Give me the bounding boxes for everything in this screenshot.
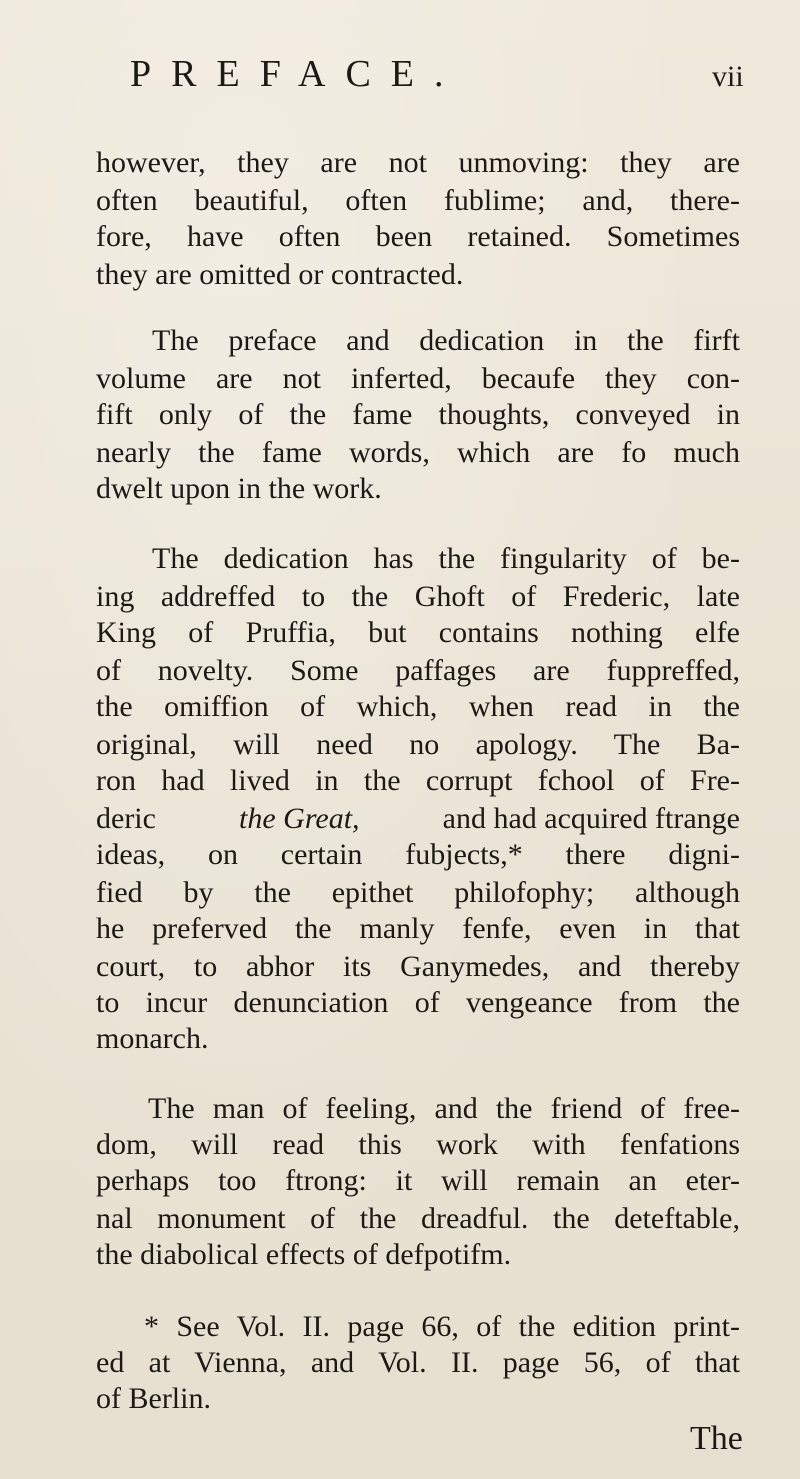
text-line: they are omitted or contracted.	[96, 258, 464, 291]
text-line: ron had lived in the corrupt fchool of Fre-	[96, 764, 740, 797]
text-line: monarch.	[96, 1022, 209, 1055]
running-header: PREFACE.	[130, 53, 464, 95]
text-line: dwelt upon in the work.	[96, 472, 382, 505]
text-segment: and had acquired ftrange	[442, 802, 740, 835]
text-line: fift only of the fame thoughts, conveyed in	[96, 398, 740, 431]
italic-segment: the Great,	[239, 802, 360, 835]
text-segment: deric	[96, 802, 156, 835]
text-line: often beautiful, often fublime; and, there-	[96, 184, 740, 217]
footnote-line: of Berlin.	[96, 1382, 211, 1415]
text-line: ing addreffed to the Ghoft of Frederic, late	[96, 580, 740, 613]
text-line-with-italic	[96, 802, 740, 836]
footnote-line: ed at Vienna, and Vol. II. page 56, of that	[96, 1346, 740, 1379]
text-line: of novelty. Some paffages are fuppreffed,	[96, 654, 740, 687]
text-line: ideas, on certain fubjects,* there digni-	[96, 838, 740, 871]
text-line: dom, will read this work with fenfations	[96, 1128, 740, 1161]
text-line: volume are not inferted, becaufe they con-	[96, 362, 740, 395]
text-line: fied by the epithet philofophy; although	[96, 876, 740, 909]
text-line: perhaps too ftrong: it will remain an eter-	[96, 1164, 740, 1197]
footnote-line: * See Vol. II. page 66, of the edition print-	[144, 1310, 740, 1343]
text-line: however, they are not unmoving: they are	[96, 146, 740, 179]
text-line: the diabolical effects of defpotifm.	[96, 1238, 512, 1271]
page-number: vii	[712, 60, 744, 93]
text-line: nal monument of the dreadful. the deteftable,	[96, 1202, 740, 1235]
text-line: he preferved the manly fenfe, even in that	[96, 912, 740, 945]
text-line: The preface and dedication in the firft	[152, 324, 740, 357]
text-line: The dedication has the fingularity of be-	[152, 542, 740, 575]
text-line: King of Pruffia, but contains nothing elfe	[96, 616, 740, 649]
text-line: the omiffion of which, when read in the	[96, 690, 740, 723]
text-line: original, will need no apology. The Ba-	[96, 728, 740, 761]
catchword: The	[690, 1420, 743, 1457]
text-line: court, to abhor its Ganymedes, and thereby	[96, 950, 740, 983]
text-line: to incur denunciation of vengeance from the	[96, 986, 740, 1019]
text-line: nearly the fame words, which are fo much	[96, 436, 740, 469]
text-line: fore, have often been retained. Sometimes	[96, 220, 740, 253]
text-line: The man of feeling, and the friend of free-	[148, 1092, 740, 1125]
